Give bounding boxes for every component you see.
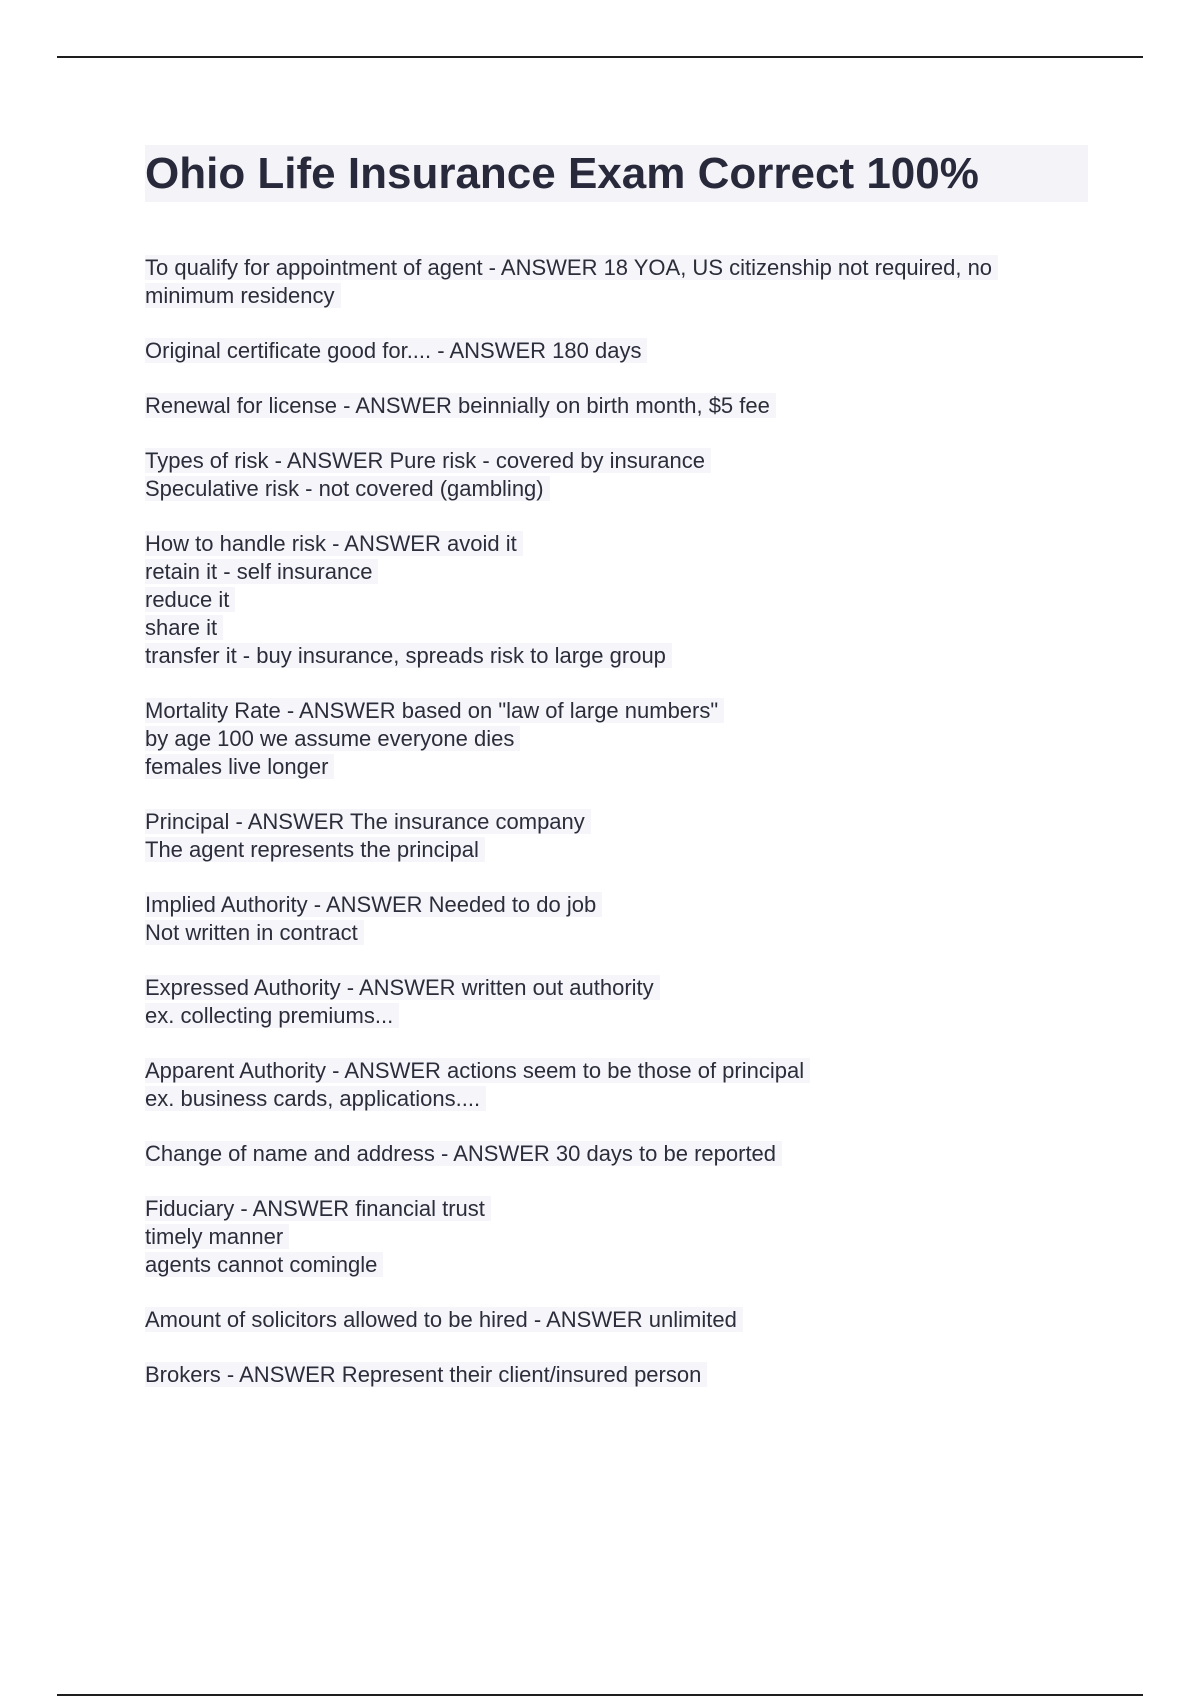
qa-line-text: Not written in contract	[145, 920, 364, 945]
qa-line	[145, 1306, 1085, 1334]
qa-line-text: Apparent Authority - ANSWER actions seem to be those of principal	[145, 1058, 810, 1083]
qa-line	[145, 1361, 1085, 1389]
qa-line	[145, 1002, 1085, 1030]
qa-line-text: retain it - self insurance	[145, 559, 378, 584]
qa-line	[145, 447, 1085, 475]
qa-line-text: Mortality Rate - ANSWER based on "law of large numbers"	[145, 698, 724, 723]
qa-line-text: transfer it - buy insurance, spreads risk to large group	[145, 643, 672, 668]
qa-line-text: Amount of solicitors allowed to be hired - ANSWER unlimited	[145, 1307, 743, 1332]
qa-line	[145, 254, 1085, 282]
qa-line	[145, 919, 1085, 947]
qa-item	[145, 1195, 1085, 1279]
qa-line-text: Original certificate good for.... - ANSWER 180 days	[145, 338, 647, 363]
qa-line	[145, 642, 1085, 670]
qa-item	[145, 1140, 1085, 1168]
qa-line	[145, 1195, 1085, 1223]
qa-line-text: To qualify for appointment of agent - ANSWER 18 YOA, US citizenship not required, no	[145, 255, 998, 280]
qa-line-text: Expressed Authority - ANSWER written out authority	[145, 975, 660, 1000]
qa-line	[145, 891, 1085, 919]
qa-line-text: ex. collecting premiums...	[145, 1003, 399, 1028]
qa-line	[145, 1223, 1085, 1251]
qa-item	[145, 447, 1085, 503]
qa-line	[145, 558, 1085, 586]
qa-line	[145, 586, 1085, 614]
qa-line-text: share it	[145, 615, 223, 640]
qa-item	[145, 392, 1085, 420]
qa-line	[145, 475, 1085, 503]
qa-line-text: The agent represents the principal	[145, 837, 485, 862]
qa-line	[145, 1251, 1085, 1279]
qa-line-text: Speculative risk - not covered (gambling)	[145, 476, 550, 501]
title-block	[145, 145, 1088, 202]
qa-line	[145, 392, 1085, 420]
qa-line-text: Fiduciary - ANSWER financial trust	[145, 1196, 491, 1221]
qa-list	[145, 254, 1085, 1416]
qa-line	[145, 614, 1085, 642]
qa-line	[145, 974, 1085, 1002]
qa-item	[145, 808, 1085, 864]
qa-line-text: Change of name and address - ANSWER 30 days to be reported	[145, 1141, 782, 1166]
document-title: Ohio Life Insurance Exam Correct 100%	[145, 149, 979, 198]
qa-line	[145, 753, 1085, 781]
qa-line	[145, 1140, 1085, 1168]
qa-line-text: agents cannot comingle	[145, 1252, 383, 1277]
qa-line	[145, 697, 1085, 725]
qa-line-text: Implied Authority - ANSWER Needed to do job	[145, 892, 602, 917]
qa-line-text: timely manner	[145, 1224, 289, 1249]
qa-line-text: reduce it	[145, 587, 235, 612]
qa-item	[145, 254, 1085, 310]
qa-line	[145, 725, 1085, 753]
qa-line-text: minimum residency	[145, 283, 341, 308]
qa-line	[145, 282, 1085, 310]
qa-item	[145, 1361, 1085, 1389]
qa-line-text: by age 100 we assume everyone dies	[145, 726, 520, 751]
qa-line-text: Renewal for license - ANSWER beinnially on birth month, $5 fee	[145, 393, 776, 418]
qa-item	[145, 1306, 1085, 1334]
qa-line-text: females live longer	[145, 754, 334, 779]
qa-line	[145, 530, 1085, 558]
qa-line-text: Brokers - ANSWER Represent their client/insured person	[145, 1362, 707, 1387]
qa-line-text: Types of risk - ANSWER Pure risk - covered by insurance	[145, 448, 711, 473]
qa-line-text: Principal - ANSWER The insurance company	[145, 809, 591, 834]
qa-item	[145, 530, 1085, 670]
qa-item	[145, 697, 1085, 781]
qa-line-text: ex. business cards, applications....	[145, 1086, 486, 1111]
top-divider	[57, 56, 1143, 58]
qa-item	[145, 974, 1085, 1030]
bottom-divider	[57, 1694, 1143, 1696]
qa-line	[145, 808, 1085, 836]
qa-item	[145, 337, 1085, 365]
qa-line	[145, 337, 1085, 365]
qa-item	[145, 891, 1085, 947]
qa-line-text: How to handle risk - ANSWER avoid it	[145, 531, 523, 556]
qa-line	[145, 1085, 1085, 1113]
qa-item	[145, 1057, 1085, 1113]
qa-line	[145, 836, 1085, 864]
qa-line	[145, 1057, 1085, 1085]
